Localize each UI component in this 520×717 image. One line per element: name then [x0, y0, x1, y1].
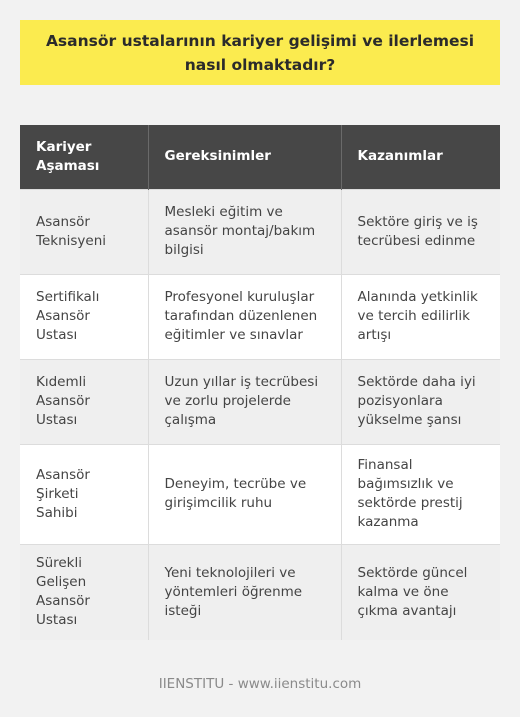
- cell-career-stage: Sürekli Gelişen Asansör Ustası: [20, 544, 148, 640]
- column-header-gains: Kazanımlar: [341, 125, 500, 189]
- cell-gains: Sektörde güncel kalma ve öne çıkma avantajı: [341, 544, 500, 640]
- cell-requirements: Uzun yıllar iş tecrübesi ve zorlu projelerde çalışma: [148, 359, 341, 444]
- table-row: [20, 274, 500, 359]
- cell-requirements: Mesleki eğitim ve asansör montaj/bakım bilgisi: [148, 189, 341, 274]
- page-title: Asansör ustalarının kariyer gelişimi ve ilerlemesi nasıl olmaktadır?: [45, 31, 475, 74]
- cell-career-stage: Asansör Şirketi Sahibi: [20, 444, 148, 544]
- column-header-requirements: Gereksinimler: [148, 125, 341, 189]
- cell-requirements: Deneyim, tecrübe ve girişimcilik ruhu: [148, 444, 341, 544]
- table-row: [20, 189, 500, 274]
- table-header-row: [20, 125, 500, 189]
- cell-gains: Sektörde daha iyi pozisyonlara yükselme şansı: [341, 359, 500, 444]
- cell-gains: Finansal bağımsızlık ve sektörde prestij kazanma: [341, 444, 500, 544]
- table-row: [20, 544, 500, 640]
- career-table: [20, 125, 500, 640]
- cell-career-stage: Kıdemli Asansör Ustası: [20, 359, 148, 444]
- cell-career-stage: Asansör Teknisyeni: [20, 189, 148, 274]
- cell-career-stage: Sertifikalı Asansör Ustası: [20, 274, 148, 359]
- column-header-career-stage: Kariyer Aşaması: [20, 125, 148, 189]
- cell-gains: Sektöre giriş ve iş tecrübesi edinme: [341, 189, 500, 274]
- cell-gains: Alanında yetkinlik ve tercih edilirlik artışı: [341, 274, 500, 359]
- cell-requirements: Profesyonel kuruluşlar tarafından düzenlenen eğitimler ve sınavlar: [148, 274, 341, 359]
- table-row: [20, 359, 500, 444]
- cell-requirements: Yeni teknolojileri ve yöntemleri öğrenme isteği: [148, 544, 341, 640]
- footer-credit: IIENSTITU - www.iienstitu.com: [158, 676, 362, 692]
- table-row: [20, 444, 500, 544]
- title-banner: [20, 20, 500, 85]
